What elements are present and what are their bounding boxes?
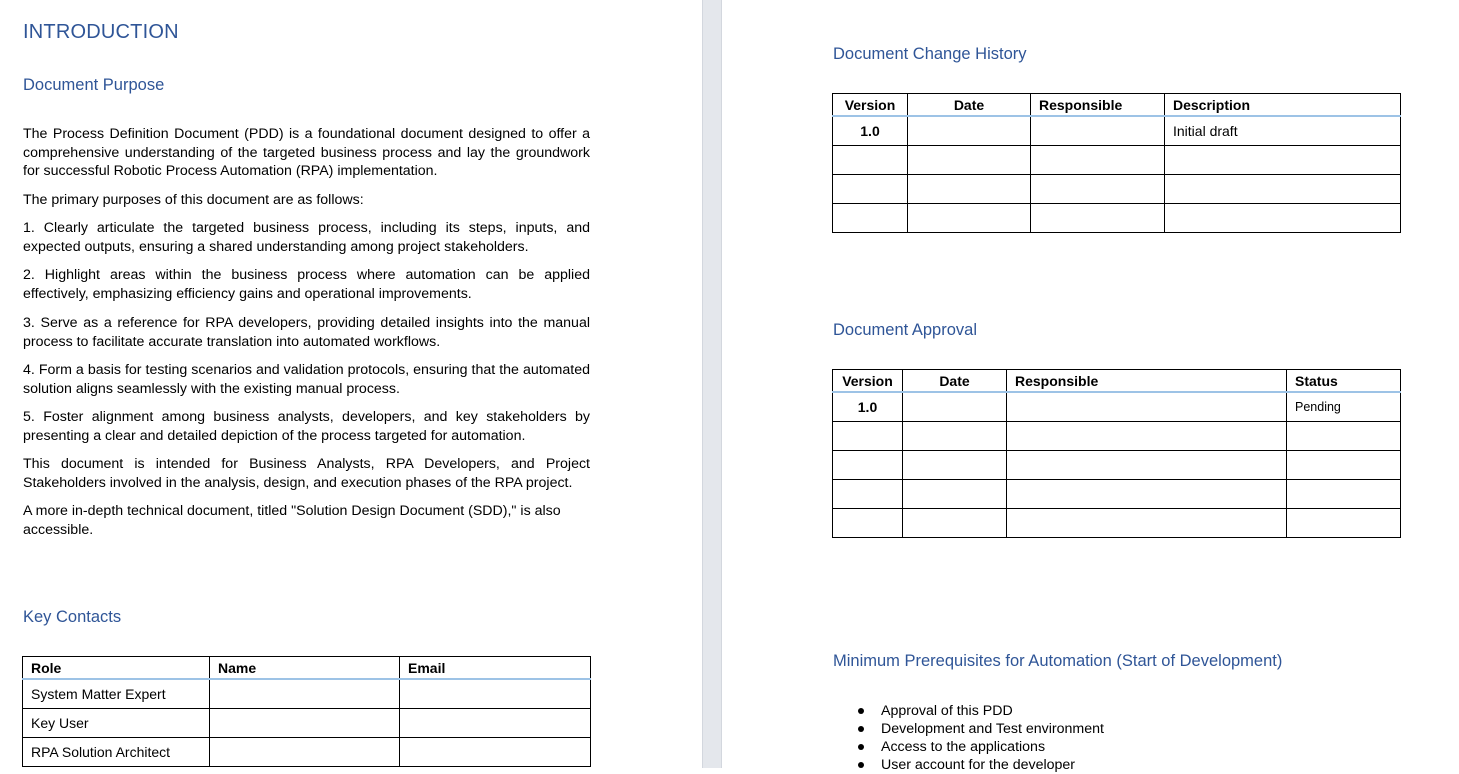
table-cell[interactable] <box>833 203 908 232</box>
table-row <box>23 708 591 737</box>
paragraph-purposes-lead: The primary purposes of this document are as follows: <box>23 192 364 208</box>
list-item-label: User account for the developer <box>881 757 1076 773</box>
table-cell[interactable] <box>210 708 400 737</box>
bullet-icon <box>858 726 864 732</box>
table-row <box>833 203 1401 232</box>
table-cell[interactable] <box>210 679 400 708</box>
list-item <box>858 720 1104 738</box>
table-cell[interactable] <box>908 116 1031 145</box>
list-item-label: Access to the applications <box>881 739 1046 755</box>
table-cell[interactable] <box>903 450 1007 479</box>
table-cell[interactable] <box>400 737 591 766</box>
list-item-label: Development and Test environment <box>881 721 1104 737</box>
table-cell[interactable] <box>1031 174 1165 203</box>
list-item <box>858 756 1104 774</box>
table-cell[interactable] <box>908 174 1031 203</box>
column-header-email: Email <box>400 657 591 680</box>
key-contacts-heading: Key Contacts <box>23 608 122 626</box>
table-row <box>833 450 1401 479</box>
column-header-description: Description <box>1165 94 1401 117</box>
table-cell[interactable] <box>833 421 903 450</box>
table-cell[interactable] <box>1165 174 1401 203</box>
column-header-status: Status <box>1287 370 1401 393</box>
table-row <box>833 392 1401 421</box>
table-row <box>833 145 1401 174</box>
table-row <box>23 679 591 708</box>
table-cell[interactable] <box>908 203 1031 232</box>
prerequisites-list <box>858 702 1104 774</box>
key-contacts-table <box>22 656 591 767</box>
list-item-label: Approval of this PDD <box>881 703 1013 719</box>
table-cell[interactable] <box>1007 479 1287 508</box>
table-cell[interactable] <box>1031 116 1165 145</box>
table-cell[interactable]: 1.0 <box>833 392 903 421</box>
table-cell[interactable] <box>908 145 1031 174</box>
table-cell[interactable]: RPA Solution Architect <box>23 737 210 766</box>
paragraph-audience: This document is intended for Business Analysts, RPA Developers, and Project Stakeholders involved in the analysis, design, and execution phases of the RPA project. <box>23 456 590 491</box>
document-approval-heading: Document Approval <box>833 321 977 339</box>
table-cell[interactable] <box>400 708 591 737</box>
table-row <box>833 421 1401 450</box>
prerequisites-heading: Minimum Prerequisites for Automation (Start of Development) <box>833 652 1283 670</box>
table-cell[interactable] <box>903 421 1007 450</box>
table-row <box>833 479 1401 508</box>
table-cell[interactable] <box>903 479 1007 508</box>
column-header-name: Name <box>210 657 400 680</box>
table-cell[interactable]: System Matter Expert <box>23 679 210 708</box>
table-cell[interactable] <box>400 679 591 708</box>
table-cell[interactable] <box>833 450 903 479</box>
paragraph-sdd-reference: A more in-depth technical document, titled "Solution Design Document (SDD)," is also accessible. <box>23 503 561 538</box>
column-header-version: Version <box>833 94 908 117</box>
table-cell[interactable] <box>1007 508 1287 537</box>
bullet-icon <box>858 762 864 768</box>
table-cell[interactable] <box>1031 203 1165 232</box>
list-item <box>858 702 1104 720</box>
table-cell[interactable] <box>1287 421 1401 450</box>
status-cell[interactable]: Pending <box>1287 392 1401 421</box>
bullet-icon <box>858 744 864 750</box>
change-history-table <box>832 93 1401 233</box>
table-row <box>833 116 1401 145</box>
table-cell[interactable] <box>1165 145 1401 174</box>
table-cell[interactable] <box>833 479 903 508</box>
table-cell[interactable]: Key User <box>23 708 210 737</box>
table-cell[interactable] <box>1007 392 1287 421</box>
table-row <box>23 737 591 766</box>
table-cell[interactable] <box>210 737 400 766</box>
table-cell[interactable] <box>1287 479 1401 508</box>
table-cell[interactable] <box>1165 203 1401 232</box>
column-header-date: Date <box>908 94 1031 117</box>
table-cell[interactable] <box>903 392 1007 421</box>
column-header-version: Version <box>833 370 903 393</box>
bullet-icon <box>858 708 864 714</box>
table-header-row <box>23 657 591 680</box>
page-gutter <box>702 0 722 768</box>
paragraph-pdd-intro: The Process Definition Document (PDD) is a foundational document designed to offer a comprehensive understanding of the targeted business process and lay the groundwork for successful Robotic Process Automation (RPA) implementation. <box>23 126 590 179</box>
paragraph-purpose-4: 4. Form a basis for testing scenarios and validation protocols, ensuring that the automated solution aligns seamlessly with the existing manual process. <box>23 362 590 397</box>
table-cell[interactable] <box>1007 421 1287 450</box>
table-header-row <box>833 94 1401 117</box>
table-cell[interactable] <box>1287 508 1401 537</box>
list-item <box>858 738 1104 756</box>
column-header-date: Date <box>903 370 1007 393</box>
table-cell[interactable] <box>833 508 903 537</box>
paragraph-purpose-5: 5. Foster alignment among business analysts, developers, and key stakeholders by presenting a clear and detailed depiction of the process targeted for automation. <box>23 409 590 444</box>
document-purpose-heading: Document Purpose <box>23 76 165 94</box>
document-page-left <box>0 0 702 768</box>
paragraph-purpose-3: 3. Serve as a reference for RPA developers, providing detailed insights into the manual process to facilitate accurate translation into automated workflows. <box>23 315 590 350</box>
table-header-row <box>833 370 1401 393</box>
paragraph-purpose-2: 2. Highlight areas within the business process where automation can be applied effectively, emphasizing efficiency gains and operational improvements. <box>23 267 590 302</box>
table-cell[interactable] <box>1287 450 1401 479</box>
introduction-heading: INTRODUCTION <box>23 21 179 43</box>
table-row <box>833 508 1401 537</box>
paragraph-purpose-1: 1. Clearly articulate the targeted business process, including its steps, inputs, and expected outputs, ensuring a shared understanding among project stakeholders. <box>23 220 590 255</box>
document-approval-table <box>832 369 1401 538</box>
table-cell[interactable] <box>833 174 908 203</box>
table-cell[interactable] <box>1007 450 1287 479</box>
change-history-heading: Document Change History <box>833 45 1027 63</box>
column-header-responsible: Responsible <box>1007 370 1287 393</box>
table-cell[interactable]: 1.0 <box>833 116 908 145</box>
table-cell[interactable]: Initial draft <box>1165 116 1401 145</box>
column-header-role: Role <box>23 657 210 680</box>
table-cell[interactable] <box>833 145 908 174</box>
table-cell[interactable] <box>1031 145 1165 174</box>
table-row <box>833 174 1401 203</box>
table-cell[interactable] <box>903 508 1007 537</box>
column-header-responsible: Responsible <box>1031 94 1165 117</box>
